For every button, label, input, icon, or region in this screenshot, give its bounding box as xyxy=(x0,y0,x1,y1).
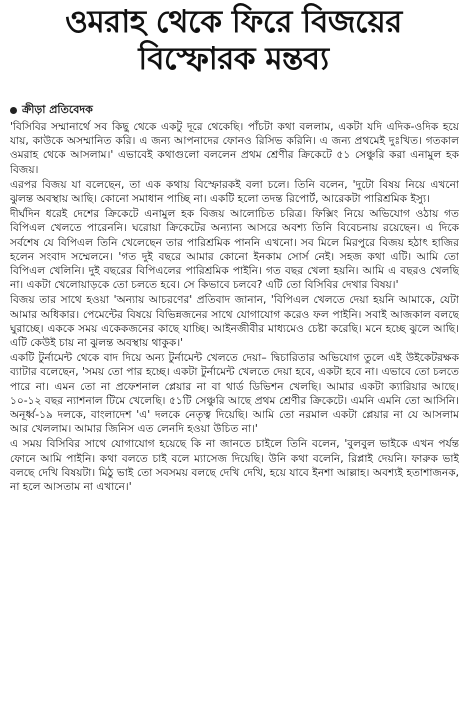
headline xyxy=(8,4,459,78)
article-paragraph: দীর্ঘদিন ধরেই দেশের ক্রিকেটে এনামুল হক বিজয় আলোচিত চরিত্র। ফিক্সিং নিয়ে অভিযোগ ওঠায় গত বিপিএল খেলতে পারেননি। ঘরোয়া ক্রিকেটের অন্যান্য আসরে অবশ্য তিনি বিবেচনায় রয়েছেন। এ দিকে সর্বশেষ যে বিপিএল তিনি খেলেছেন তার পারিশ্রমিক পাননি এখনো। সব মিলে মিরপুরে বিজয় হঠাৎ হাজির হলেন সংবাদ সম্মেলনে। 'গত দুই বছরে আমার কোনো ইনকাম সোর্স নেই। সহজ কথা এটি। আমি তো বিপিএল খেলিনি। দুই বছরের বিপিএলের পারিশ্রমিক পাইনি। গত বছর খেলা হয়নি। আমি এ বছরও খেলছি না। একটা খেলোয়াড়কে তো চলতে হবে। সে কিভাবে চলবে? এটি তো বিসিবির দেখার বিষয়।' xyxy=(10,208,459,292)
article-paragraph: এ সময় বিসিবির সাথে যোগাযোগ হয়েছে কি না জানতে চাইলে তিনি বলেন, 'বুলবুল ভাইকে এখন পর্যন্ত ফোনে আমি পাইনি। কথা বলতে চাই বলে ম্যাসেজ দিয়েছি। উনি কথা বলেনি, রিপ্লাই দেয়নি। ফারুক ভাই বলছে দেখি বিষয়টা। মিঠু ভাই তো সবসময় বলছে দেখি দেখি, হয়ে যাবে ইনশা আল্লাহ। অবশ্যই হতাশাজনক, না হলে আসতাম না এখানে।' xyxy=(10,438,459,494)
headline-line-2: বিস্ফোরক মন্তব্য xyxy=(138,41,329,77)
article-paragraph: 'বিসিবির সম্মানার্থে সব কিছু থেকে একটু দূরে থেকেছি। পাঁচটা কথা বললাম, একটা যদি এদিক-ওদিক হয়ে যায়, কাউকে অসম্মানিত করি। এ জন্য আপনাদের ফোনও রিসিভ করিনি। এ জন্য প্রথমেই দুঃখিত। গতকাল ওমরাহ থেকে আসলাম।' এভাবেই কথাগুলো বললেন প্রথম শ্রেণীর ক্রিকেটে ৫১ সেঞ্চুরি করা এনামুল হক বিজয়। xyxy=(10,121,459,176)
article-paragraph: একটি টুর্নামেন্ট থেকে বাদ দিয়ে অন্য টুর্নামেন্ট খেলতে দেয়া– দ্বিচারিতার অভিযোগ তুলে এই উইকেটরক্ষক ব্যাটার বলেছেন, 'সময় তো পার হচ্ছে। একটা টুর্নামেন্ট খেলতে দেয়া হবে, একটা হবে না। এভাবে তো চলতে পারে না। এমন তো না প্রফেশনাল প্লেয়ার না বা থার্ড ডিভিশন খেলছি। আমার একটা ক্যারিয়ার আছে। ১০-১২ বছর ন্যাশনাল টিমে খেলেছি। ৫১টি সেঞ্চুরি আছে প্রথম শ্রেণীর ক্রিকেটে। এমনি এমনি তো আসিনি। অনূর্ধ্ব-১৯ দলকে, বাংলাদেশ 'এ' দলকে নেতৃত্ব দিয়েছি। আমি তো নরমাল একটা প্লেয়ার না যে আসলাম আর খেললাম। আমার জিনিস এত লেনদি হওয়া উচিত না।' xyxy=(10,352,459,436)
byline xyxy=(10,103,93,117)
bullet-icon xyxy=(10,107,17,114)
headline-line-1: ওমরাহ থেকে ফিরে বিজয়ের xyxy=(65,4,402,40)
article-paragraph: বিজয় তার সাথে হওয়া 'অন্যায় আচরণের' প্রতিবাদ জানান, 'বিপিএল খেলতে দেয়া হয়নি আমাকে, যেটা আমার অধিকার। পেমেন্টের বিষয়ে বিভিন্নজনের সাথে যোগাযোগ করেও ফল পাইনি। সবাই আজকাল বলছে ঘুরাচ্ছে। এককে সময় একেকজনের কাছে যাচ্ছি। আইনজীবীর মাধ্যমেও চেষ্টা করেছি। মনে হচ্ছে ঝুলে আছি। এটি কেউই চায় না ঝুলন্ত অবস্থায় থাকুক।' xyxy=(10,294,459,350)
article-paragraph: এরপর বিজয় যা বলেছেন, তা এক কথায় বিস্ফোরকই বলা চলে। তিনি বলেন, 'দুটো বিষয় নিয়ে এখনো ঝুলন্ত অবস্থায় আছি। কোনো সমাধান পাচ্ছি না। একটি হলো তদন্ত রিপোর্ট, আরেকটা পারিশ্রমিক ইস্যু। xyxy=(10,178,459,206)
article-body xyxy=(10,120,459,720)
byline-text: ক্রীড়া প্রতিবেদক xyxy=(22,103,93,116)
